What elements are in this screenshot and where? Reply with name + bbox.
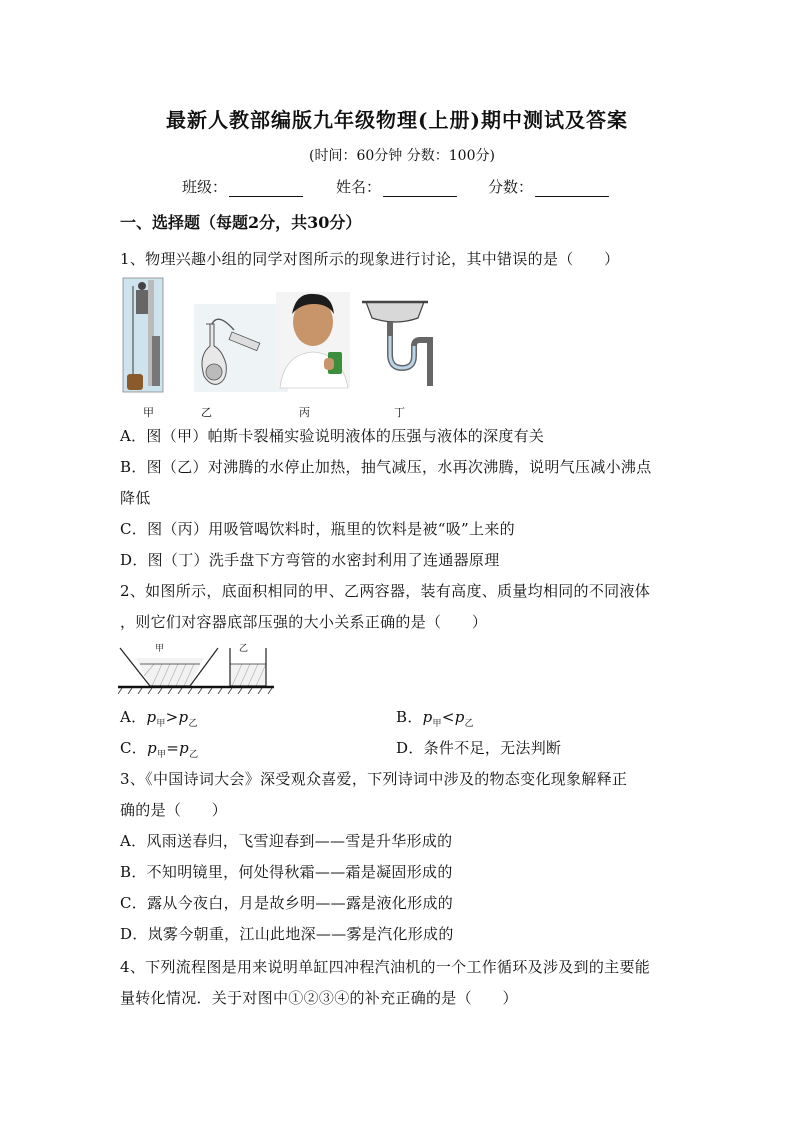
q2-a-s2: 乙 [188,719,198,729]
class-label: 班级： [182,178,228,196]
q2-b-s2: 乙 [464,719,474,729]
name-field [336,176,457,197]
q1-stem: 1、物理兴趣小组的同学对图所示的现象进行讨论，其中错误的是（ ） [120,250,620,268]
q2-option-d: D．条件不足，无法判断 [396,739,562,757]
name-blank [383,180,457,197]
q3-option-a: A．风雨送春归，飞雪迎春到——雪是升华形成的 [120,832,453,850]
q3-option-b: B．不知明镜里，何处得秋霜——霜是凝固形成的 [120,863,453,881]
q2-fig-label-yi: 乙 [239,644,249,654]
class-blank [229,180,303,197]
q1-option-b: B．图（乙）对沸腾的水停止加热，抽气减压，水再次沸腾，说明气压减小沸点 [120,458,652,476]
q2-b-s1: 甲 [432,719,442,729]
q2-a-p2: p [178,708,189,726]
q2-stem-line2: ，则它们对容器底部压强的大小关系正确的是（ ） [120,613,488,631]
q1-fig-label-jia: 甲 [143,406,154,419]
q3-stem-line1: 3、《中国诗词大会》深受观众喜爱，下列诗词中涉及的物态变化现象解释正 [120,770,628,788]
q1-figures [118,276,438,398]
q2-c-s2: 乙 [189,750,199,760]
q2-stem-line1: 2、如图所示，底面积相同的甲、乙两容器，装有高度、质量均相同的不同液体 [120,582,651,600]
q2-b-prefix: B． [396,708,423,726]
q2-a-op: > [165,708,179,726]
q4-stem-line1: 4、下列流程图是用来说明单缸四冲程汽油机的一个工作循环及涉及到的主要能 [120,958,651,976]
boy-drinking-photo [276,292,350,388]
q2-option-c [120,737,198,760]
q2-c-s1: 甲 [156,750,167,760]
q2-b-p2: p [454,708,465,726]
q1-option-a: A．图（甲）帕斯卡裂桶实验说明液体的压强与液体的深度有关 [120,427,545,445]
q2-option-a [120,706,198,729]
score-label: 分数： [488,178,534,196]
q2-b-op: < [441,708,455,726]
score-field [488,176,609,197]
exam-time-score: (时间：60分钟 分数：100分) [309,148,495,164]
flask-syringe-figure [194,304,288,392]
pascal-barrel-figure [123,278,163,392]
q2-a-prefix: A． [120,708,147,726]
q1-fig-label-ding: 丁 [394,406,405,419]
class-field [182,176,303,197]
q2-a-p1: p [146,708,157,726]
q1-option-d: D．图（丁）洗手盘下方弯管的水密封利用了连通器原理 [120,551,500,569]
q2-a-s1: 甲 [156,719,166,729]
page-title: 最新人教部编版九年级物理(上册)期中测试及答案 [166,108,628,132]
sink-trap-figure [362,302,430,386]
q2-containers-figure [118,642,278,694]
q1-option-c: C．图（丙）用吸管喝饮料时，瓶里的饮料是被“吸”上来的 [120,520,515,538]
q2-fig-label-jia: 甲 [155,644,165,654]
q1-fig-label-bing: 丙 [299,406,310,419]
q2-c-p1: p [147,739,157,757]
q4-stem-line2: 量转化情况．关于对图中①②③④的补充正确的是（ ） [120,989,518,1007]
score-blank [535,180,609,197]
q2-b-p1: p [422,708,433,726]
q2-c-prefix: C． [120,739,148,757]
q1-option-b-cont: 降低 [120,489,151,507]
q2-c-p2: p [179,739,190,757]
section-heading: 一、选择题（每题2分，共30分） [120,213,362,232]
q3-option-c: C．露从今夜白，月是故乡明——露是液化形成的 [120,894,454,912]
q3-stem-line2: 确的是（ ） [120,801,228,819]
q1-fig-label-yi: 乙 [201,406,212,419]
q2-c-op: = [166,739,180,757]
q2-option-b [396,706,474,729]
q3-option-d: D．岚雾今朝重，江山此地深——雾是汽化形成的 [120,925,454,943]
name-label: 姓名： [336,178,382,196]
